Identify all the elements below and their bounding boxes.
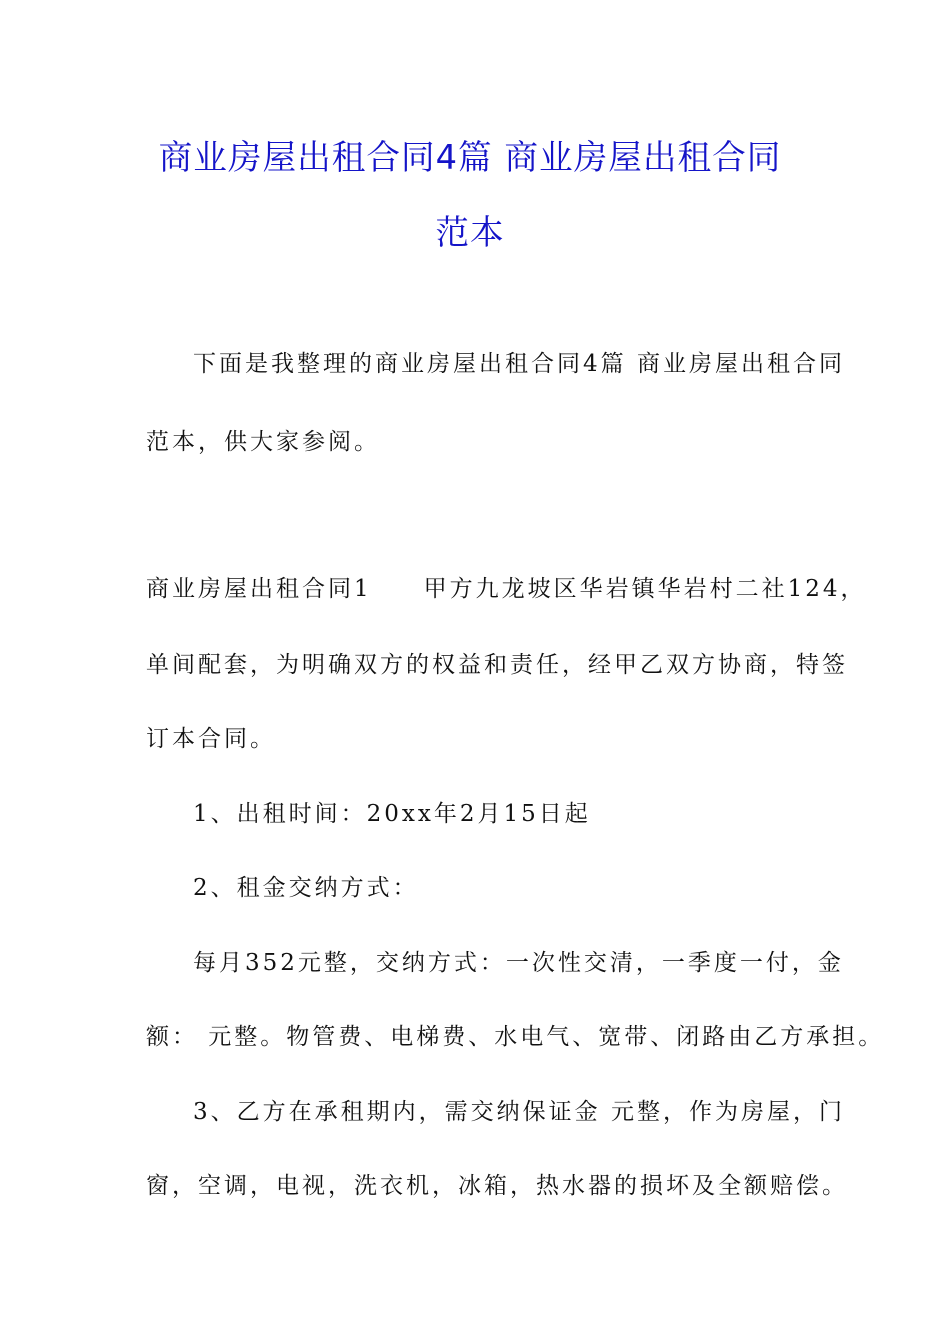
contract-line-1: 商业房屋出租合同1 甲方九龙坡区华岩镇华岩村二社124， bbox=[146, 576, 867, 602]
intro-line-1: 下面是我整理的商业房屋出租合同4篇 商业房屋出租合同 bbox=[193, 351, 845, 377]
clause-3-line-1: 3、乙方在承租期内，需交纳保证金 元整，作为房屋，门 bbox=[193, 1099, 845, 1125]
intro-line-2: 范本，供大家参阅。 bbox=[146, 429, 380, 455]
clause-3-line-2: 窗，空调，电视，洗衣机，冰箱，热水器的损坏及全额赔偿。 bbox=[146, 1173, 848, 1199]
document-title-line-2: 范本 bbox=[435, 213, 505, 253]
contract-line-2: 单间配套，为明确双方的权益和责任，经甲乙双方协商，特签 bbox=[146, 652, 848, 678]
document-title-line-1: 商业房屋出租合同4篇 商业房屋出租合同 bbox=[158, 138, 782, 178]
clause-2-detail-line-2: 额： 元整。物管费、电梯费、水电气、宽带、闭路由乙方承担。 bbox=[146, 1024, 885, 1050]
clause-2-detail-line-1: 每月352元整，交纳方式：一次性交清，一季度一付，金 bbox=[193, 950, 844, 976]
clause-1: 1、出租时间：20xx年2月15日起 bbox=[193, 801, 591, 827]
clause-2: 2、租金交纳方式： bbox=[193, 875, 419, 901]
contract-line-3: 订本合同。 bbox=[146, 726, 276, 752]
